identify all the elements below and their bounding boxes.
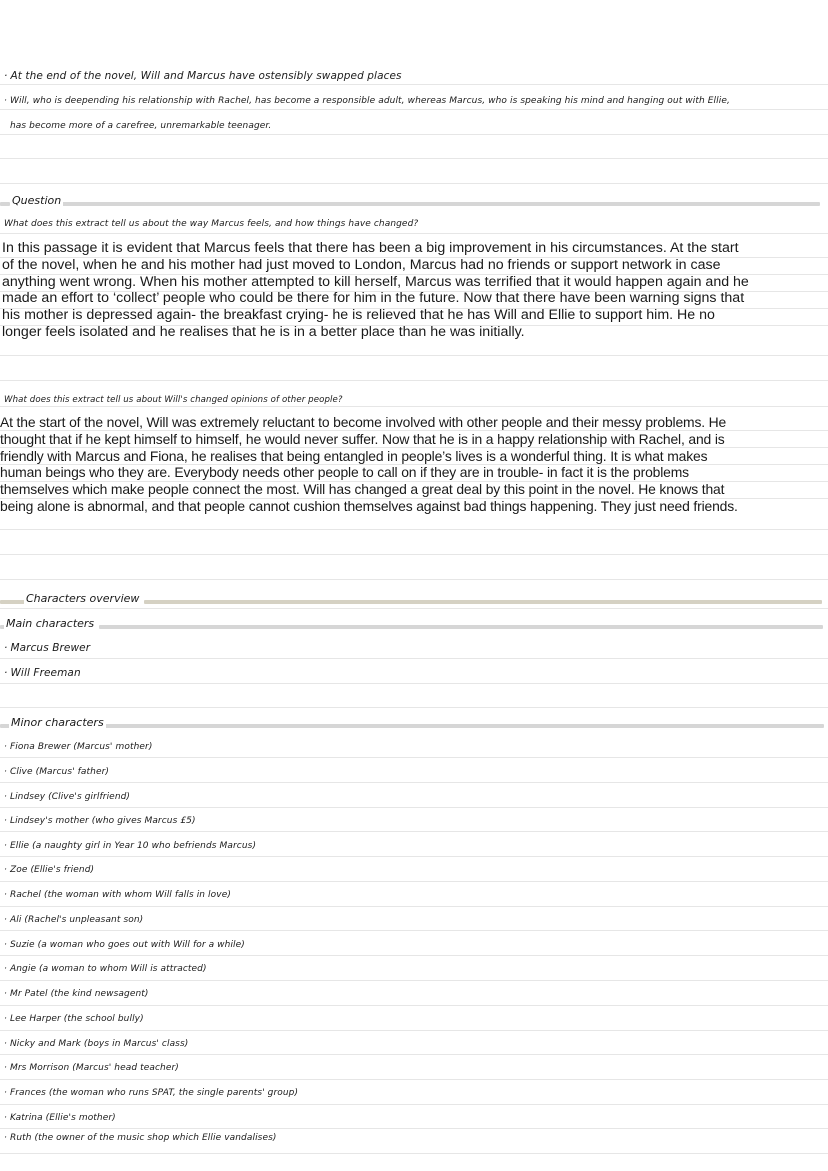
bullet-icon: · [4,792,7,802]
heading-bar [56,202,820,206]
bullet-icon: · [4,1113,7,1123]
ruled-line [0,529,828,530]
ruled-line [0,554,828,555]
characters-overview-label: Characters overview [26,592,140,605]
ruled-line [0,906,828,907]
ruled-line [0,757,828,758]
ruled-line [0,683,828,684]
bullet-icon: · [4,96,7,106]
minor-character-item [4,865,94,875]
bullet-icon: · [4,964,7,974]
ruled-line [0,1005,828,1006]
character-description: Zoe (Ellie's friend) [9,865,95,875]
character-description: Nicky and Mark (boys in Marcus' class) [9,1039,189,1049]
ruled-line [0,831,828,832]
character-description: Lee Harper (the school bully) [9,1014,144,1024]
minor-character-item [4,964,207,974]
question-2-answer [0,414,826,515]
ruled-line [0,1128,828,1129]
minor-characters-heading [0,716,828,732]
bullet-icon: · [4,1039,7,1049]
ruled-line [0,1104,828,1105]
minor-character-item [4,742,152,752]
minor-character-item [4,767,109,777]
ruled-line [0,707,828,708]
answer-line: longer feels isolated and he realises that he is in a better place than he was initially. [2,323,525,340]
ruled-line [0,881,828,882]
minor-character-item [4,989,149,999]
bullet-icon: · [4,70,8,82]
ruled-line [0,84,828,85]
minor-characters-label: Minor characters [11,716,104,729]
question-heading-label: Question [12,194,62,207]
ruled-line [0,1030,828,1031]
ruled-line [0,930,828,931]
answer-line: At the start of the novel, Will was extremely reluctant to become involved with other people and their messy problems. He [0,414,727,430]
character-description: Suzie (a woman who goes out with Will for a while) [9,940,245,950]
minor-character-item [4,1063,179,1073]
question-1-answer [2,240,828,341]
summary-bullet-text: At the end of the novel, Will and Marcus have ostensibly swapped places [10,70,402,82]
minor-character-item [4,792,130,802]
minor-character-item [4,1039,188,1049]
bullet-icon: · [4,667,8,679]
ruled-line [0,183,828,184]
answer-line: human beings who they are. Everybody needs other people to call on if they are in trouble- in fact it is the problems [0,464,689,481]
minor-character-item [4,890,231,900]
character-name: Marcus Brewer [10,642,91,654]
ruled-line [0,608,828,609]
question-1-prompt: What does this extract tell us about the way Marcus feels, and how things have changed? [4,219,419,229]
answer-line: his mother is depressed again- the breakfast crying- he is relieved that he has Will and Ellie to support him. He no [2,307,715,324]
answer-line: anything went wrong. When his mother attempted to kill herself, Marcus was terrified that it would happen again and he [2,273,749,290]
bullet-icon: · [4,890,7,900]
minor-character-item [4,1014,144,1024]
ruled-line [0,980,828,981]
ruled-line [0,658,828,659]
ruled-line [0,1079,828,1080]
character-description: Clive (Marcus' father) [9,767,110,777]
minor-character-item [4,1088,298,1098]
ruled-line [0,158,828,159]
heading-bar [0,600,26,604]
bullet-icon: · [4,816,7,826]
ruled-line [0,355,828,356]
character-description: Frances (the woman who runs SPAT, the single parents' group) [9,1088,299,1098]
summary-bullet-text: Will, who is deepending his relationship with Rachel, has become a responsible adult, whereas Marcus, who is speaking his mind and hanging out with Ellie, [9,96,730,106]
ruled-line [0,856,828,857]
bullet-icon: · [4,940,7,950]
character-description: Rachel (the woman with whom Will falls in love) [9,890,231,900]
summary-continuation: has become more of a carefree, unremarkable teenager. [10,121,272,131]
ruled-line [0,955,828,956]
answer-line: In this passage it is evident that Marcus feels that there has been a big improvement in his circumstances. At the start [2,240,739,256]
ruled-line [0,807,828,808]
minor-character-item [4,1113,116,1123]
bullet-icon: · [4,1088,7,1098]
character-description: Ellie (a naughty girl in Year 10 who befriends Marcus) [9,841,257,851]
character-description: Lindsey (Clive's girlfriend) [9,792,131,802]
main-characters-label: Main characters [6,617,95,630]
ruled-line [0,233,828,234]
minor-character-item [4,841,256,851]
bullet-icon: · [4,841,7,851]
ruled-line [0,1054,828,1055]
summary-bullet [4,70,402,82]
bullet-icon: · [4,642,8,654]
bullet-icon: · [4,1063,7,1073]
character-description: Ali (Rachel's unpleasant son) [9,915,144,925]
heading-bar [100,724,824,728]
ruled-line [0,1153,828,1154]
character-description: Lindsey's mother (who gives Marcus £5) [9,816,196,826]
heading-bar [0,202,10,206]
bullet-icon: · [4,915,7,925]
answer-line: of the novel, when he and his mother had just moved to London, Marcus had no friends or support network in case [2,256,721,273]
characters-overview-heading [0,592,828,608]
main-characters-heading [0,617,828,633]
answer-line: thought that if he kept himself to himself, he would never suffer. Now that he is in a happy relationship with Rachel, and is [0,430,725,447]
bullet-icon: · [4,1014,7,1024]
bullet-icon: · [4,767,7,777]
question-heading [0,194,828,210]
bullet-icon: · [4,865,7,875]
answer-line: themselves which make people connect the most. Will has changed a great deal by this point in the novel. He knows that [0,481,725,498]
character-description: Ruth (the owner of the music shop which Ellie vandalises) [9,1133,277,1143]
heading-bar [99,625,823,629]
minor-character-item [4,1133,277,1143]
character-description: Mr Patel (the kind newsagent) [9,989,149,999]
summary-bullet [4,96,730,106]
character-description: Katrina (Ellie's mother) [9,1113,116,1123]
ruled-line [0,109,828,110]
minor-character-item [4,915,143,925]
ruled-line [0,380,828,381]
answer-line: being alone is abnormal, and that people cannot cushion themselves against bad things happening. They just need friends. [0,497,738,514]
character-name: Will Freeman [10,667,81,679]
answer-line: made an effort to ‘collect’ people who could be there for him in the future. Now that there have been warning signs that [2,290,745,307]
character-description: Angie (a woman to whom Will is attracted) [9,964,207,974]
character-description: Fiona Brewer (Marcus' mother) [9,742,153,752]
heading-bar [144,600,822,604]
answer-line: friendly with Marcus and Fiona, he realises that being entangled in people’s lives is a wonderful thing. It is what makes [0,447,708,464]
bullet-icon: · [4,989,7,999]
ruled-line [0,134,828,135]
main-character-item [4,642,90,654]
bullet-icon: · [4,1133,7,1143]
bullet-icon: · [4,742,7,752]
ruled-line [0,579,828,580]
ruled-line [0,782,828,783]
character-description: Mrs Morrison (Marcus' head teacher) [9,1063,179,1073]
minor-character-item [4,816,196,826]
question-2-prompt: What does this extract tell us about Will's changed opinions of other people? [4,395,343,405]
ruled-line [0,406,828,407]
minor-character-item [4,940,245,950]
main-character-item [4,667,81,679]
